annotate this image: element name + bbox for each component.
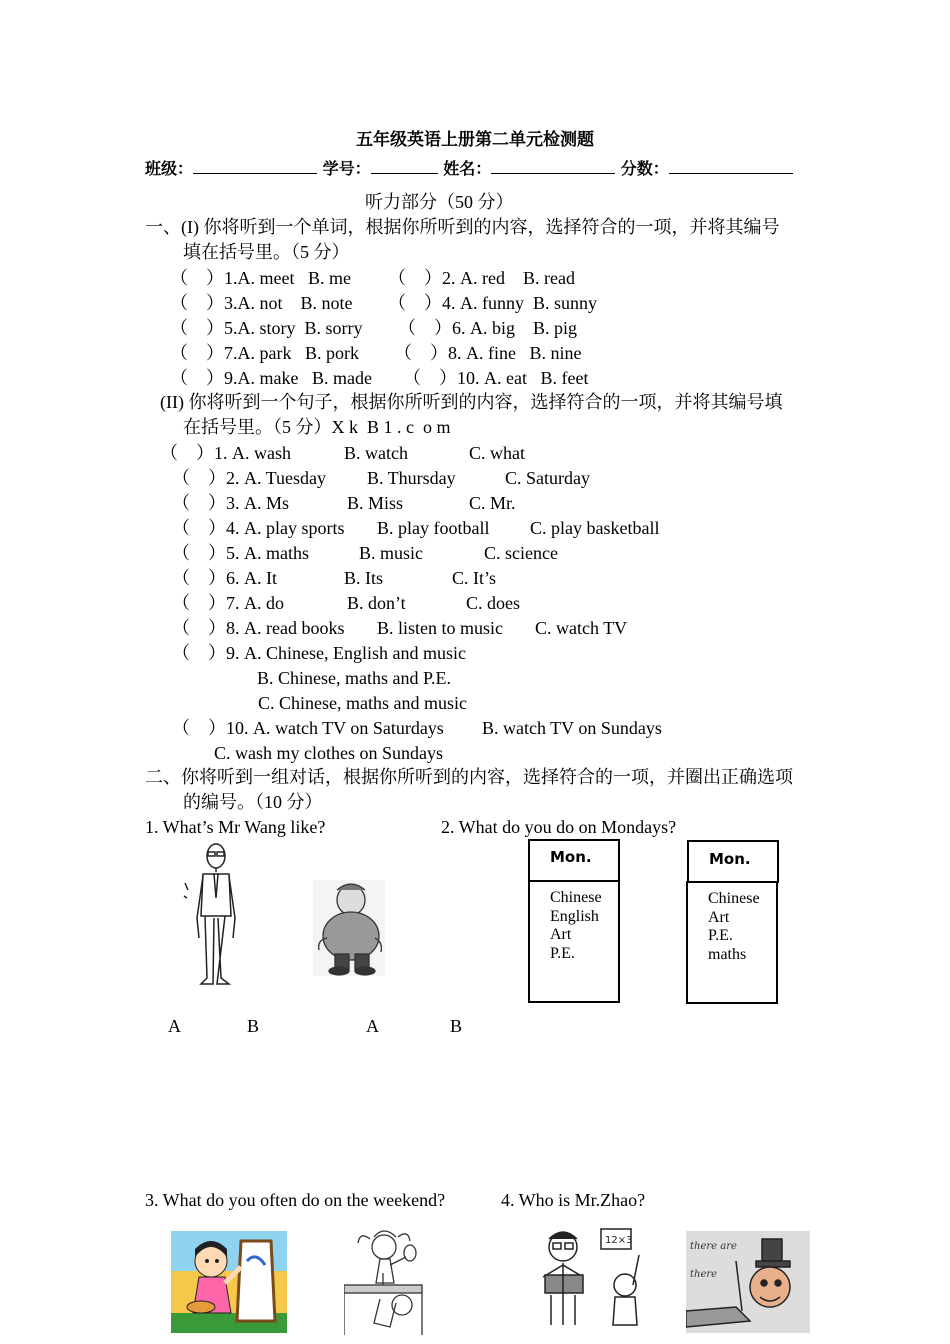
part1b-item-b[interactable]: B. watch	[344, 443, 408, 463]
part1b-item9-c[interactable]: C. Chinese, maths and music	[258, 693, 467, 713]
part1b-item-a[interactable]: （ ）7. A. do	[172, 593, 284, 613]
part1-instruction-1: 一、(I) 你将听到一个单词，根据你所听到的内容，选择符合的一项，并将其编号	[145, 217, 780, 237]
question-3: 3. What do you often do on the weekend?	[145, 1190, 446, 1210]
class-blank[interactable]	[193, 158, 317, 174]
question-4: 4. Who is Mr.Zhao?	[501, 1190, 646, 1210]
part2-instruction-1: 二、你将听到一组对话，根据你所听到的内容，选择符合的一项，并圈出正确选项	[145, 767, 793, 787]
part1b-item-b[interactable]: B. music	[359, 543, 424, 563]
option-label-a[interactable]: A	[168, 1016, 181, 1036]
svg-text:there are: there are	[690, 1241, 737, 1252]
teacher-board-picture[interactable]	[686, 1231, 810, 1333]
part1b-item10-c[interactable]: C. wash my clothes on Sundays	[214, 743, 443, 763]
part1b-item-c[interactable]: C. Saturday	[505, 468, 590, 488]
timetable-a-subjects: Chinese English Art P.E.	[550, 889, 602, 962]
part1-item-right[interactable]: （ ）8. A. fine B. nine	[394, 343, 582, 363]
part1-item-left[interactable]: （ ）1.A. meet B. me	[170, 268, 351, 288]
option-label-a[interactable]: A	[366, 1016, 379, 1036]
part1-item-left[interactable]: （ ）7.A. park B. pork	[170, 343, 359, 363]
part1b-item-b[interactable]: B. listen to music	[377, 618, 503, 638]
part1b-item-b[interactable]: B. Its	[344, 568, 384, 588]
part1b-item-c[interactable]: C. play basketball	[530, 518, 660, 538]
part1b-item-a[interactable]: （ ）3. A. Ms	[172, 493, 290, 513]
timetable-b-subjects: Chinese Art P.E. maths	[708, 890, 760, 963]
class-label: 班级：	[145, 159, 194, 178]
part1-item-right[interactable]: （ ）4. A. funny B. sunny	[388, 293, 598, 313]
timetable-a-head: Mon.	[550, 848, 592, 866]
score-blank[interactable]	[669, 158, 793, 174]
part1b-item10-a[interactable]: （ ）10. A. watch TV on Saturdays	[172, 718, 444, 738]
part1-item-right[interactable]: （ ）2. A. red B. read	[388, 268, 575, 288]
part1-item-left[interactable]: （ ）5.A. story B. sorry	[170, 318, 363, 338]
part1b-instruction-1: (II) 你将听到一个句子，根据你所听到的内容，选择符合的一项，并将其编号填	[160, 392, 783, 412]
part1-item-left[interactable]: （ ）3.A. not B. note	[170, 293, 353, 313]
part2-instruction-2: 的编号。（10 分）	[183, 792, 323, 812]
timetable-b-head: Mon.	[709, 850, 751, 868]
part1b-item-a[interactable]: （ ）8. A. read books	[172, 618, 345, 638]
part1b-item-b[interactable]: B. don’t	[347, 593, 406, 613]
part1b-item-c[interactable]: C. watch TV	[535, 618, 628, 638]
name-label: 姓名：	[443, 159, 492, 178]
part1b-item-b[interactable]: B. Miss	[347, 493, 404, 513]
listening-heading: 听力部分（50 分）	[365, 192, 514, 212]
number-blank[interactable]	[371, 158, 438, 174]
part1b-item-c[interactable]: C. It’s	[452, 568, 497, 588]
fat-man-picture[interactable]	[313, 880, 385, 976]
info-header	[145, 158, 793, 180]
part1-item-right[interactable]: （ ）6. A. big B. pig	[398, 318, 578, 338]
part1-item-right[interactable]: （ ）10. A. eat B. feet	[403, 368, 589, 388]
name-blank[interactable]	[491, 158, 615, 174]
part1b-item-b[interactable]: B. play football	[377, 518, 490, 538]
part1b-item-a[interactable]: （ ）4. A. play sports	[172, 518, 345, 538]
part1b-item-c[interactable]: C. does	[466, 593, 520, 613]
svg-text:12×3: 12×3	[605, 1235, 633, 1246]
question-2: 2. What do you do on Mondays?	[441, 817, 677, 837]
score-label: 分数：	[620, 159, 669, 178]
part1b-item-c[interactable]: C. Mr.	[469, 493, 516, 513]
part1b-item10-b[interactable]: B. watch TV on Sundays	[482, 718, 662, 738]
page-title: 五年级英语上册第二单元检测题	[356, 130, 594, 150]
girl-ping-pong-picture[interactable]	[344, 1223, 436, 1335]
part1-item-left[interactable]: （ ）9.A. make B. made	[170, 368, 372, 388]
option-label-b[interactable]: B	[247, 1016, 260, 1036]
part1-instruction-2: 填在括号里。（5 分）	[183, 242, 350, 262]
part1b-instruction-2: 在括号里。（5 分）X k B 1 . c o m	[183, 417, 451, 437]
man-reading-picture[interactable]	[529, 1225, 649, 1327]
part1b-item9-b[interactable]: B. Chinese, maths and P.E.	[257, 668, 451, 688]
part1b-item-c[interactable]: C. what	[469, 443, 525, 463]
girl-painting-picture[interactable]	[171, 1231, 287, 1333]
part1b-item-b[interactable]: B. Thursday	[367, 468, 456, 488]
thin-man-picture[interactable]	[183, 838, 248, 988]
option-label-b[interactable]: B	[450, 1016, 463, 1036]
part1b-item-c[interactable]: C. science	[484, 543, 558, 563]
question-1: 1. What’s Mr Wang like?	[145, 817, 326, 837]
number-label: 学号：	[322, 159, 371, 178]
part1b-item-a[interactable]: （ ）1. A. wash	[160, 443, 291, 463]
part1b-item-a[interactable]: （ ）5. A. maths	[172, 543, 309, 563]
part1b-item-a[interactable]: （ ）6. A. It	[172, 568, 277, 588]
part1b-item9-a[interactable]: （ ）9. A. Chinese, English and music	[172, 643, 466, 663]
part1b-item-a[interactable]: （ ）2. A. Tuesday	[172, 468, 327, 488]
svg-text:there: there	[690, 1269, 718, 1280]
